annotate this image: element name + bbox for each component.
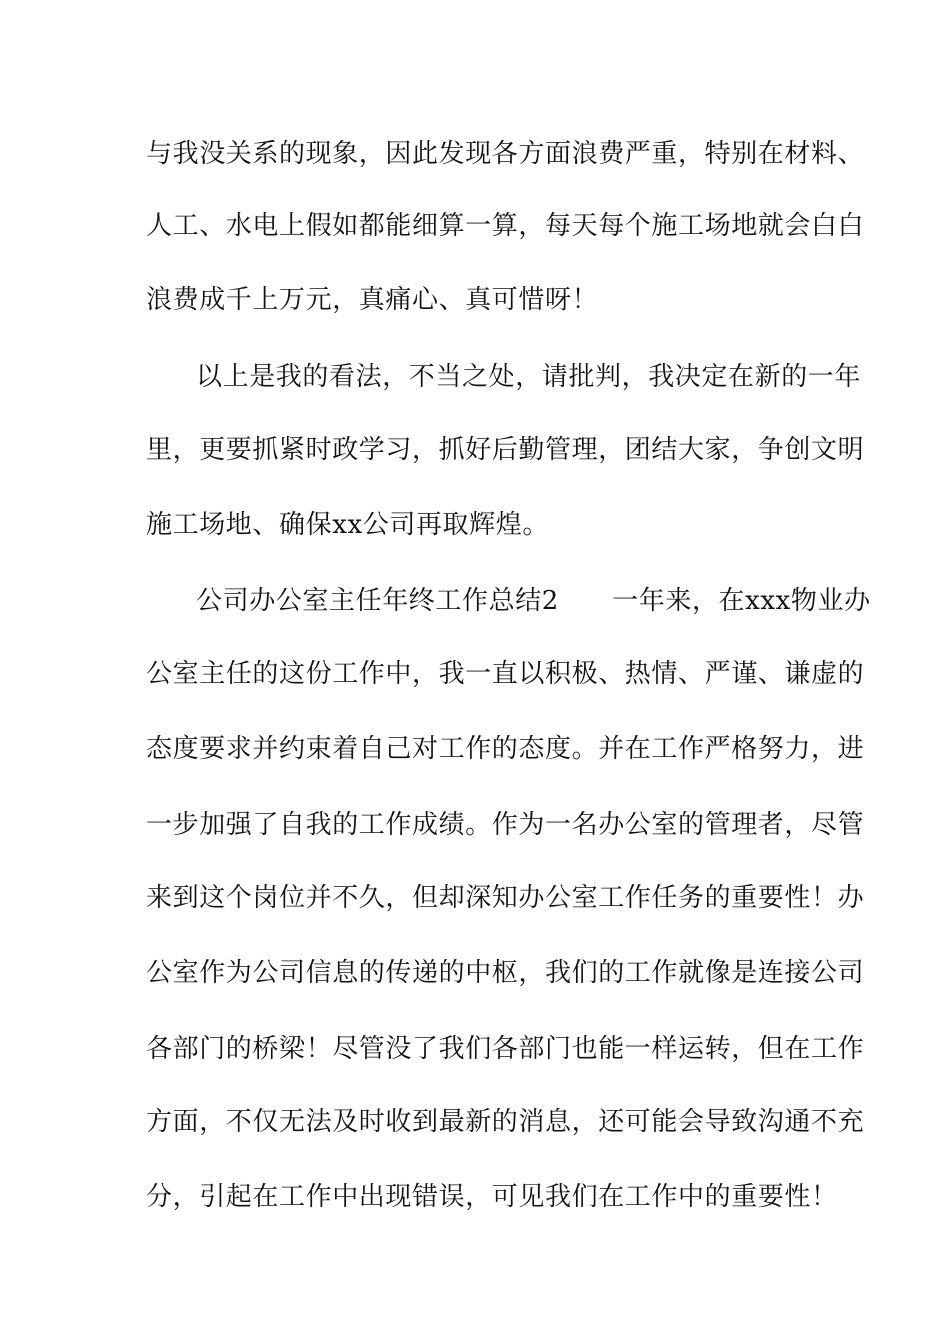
text-line: 公室主任的这份工作中，我一直以积极、热情、严谨、谦虚的 xyxy=(146,659,865,689)
text-line: 与我没关系的现象，因此发现各方面浪费严重，特别在材料、 xyxy=(146,139,865,169)
text-line: 方面，不仅无法及时收到最新的消息，还可能会导致沟通不充 xyxy=(146,1107,865,1137)
text-line: 公司办公室主任年终工作总结2 一年来，在xxx物业办 xyxy=(196,586,871,616)
text-line: 以上是我的看法，不当之处，请批判，我决定在新的一年 xyxy=(196,362,862,392)
text-line: 里，更要抓紧时政学习，抓好后勤管理，团结大家，争创文明 xyxy=(146,435,865,465)
text-line: 分，引起在工作中出现错误，可见我们在工作中的重要性！ xyxy=(146,1182,838,1212)
text-line: 浪费成千上万元，真痛心、真可惜呀！ xyxy=(146,285,599,315)
text-line: 一步加强了自我的工作成绩。作为一名办公室的管理者，尽管 xyxy=(146,810,865,840)
text-line: 来到这个岗位并不久，但却深知办公室工作任务的重要性！办 xyxy=(146,883,865,913)
text-line: 公室作为公司信息的传递的中枢，我们的工作就像是连接公司 xyxy=(146,958,865,988)
text-line: 态度要求并约束着自己对工作的态度。并在工作严格努力，进 xyxy=(146,734,865,764)
text-line: 施工场地、确保xx公司再取辉煌。 xyxy=(146,510,549,540)
text-line: 各部门的桥梁！尽管没了我们各部门也能一样运转，但在工作 xyxy=(146,1034,865,1064)
text-line: 人工、水电上假如都能细算一算，每天每个施工场地就会白白 xyxy=(146,211,865,241)
